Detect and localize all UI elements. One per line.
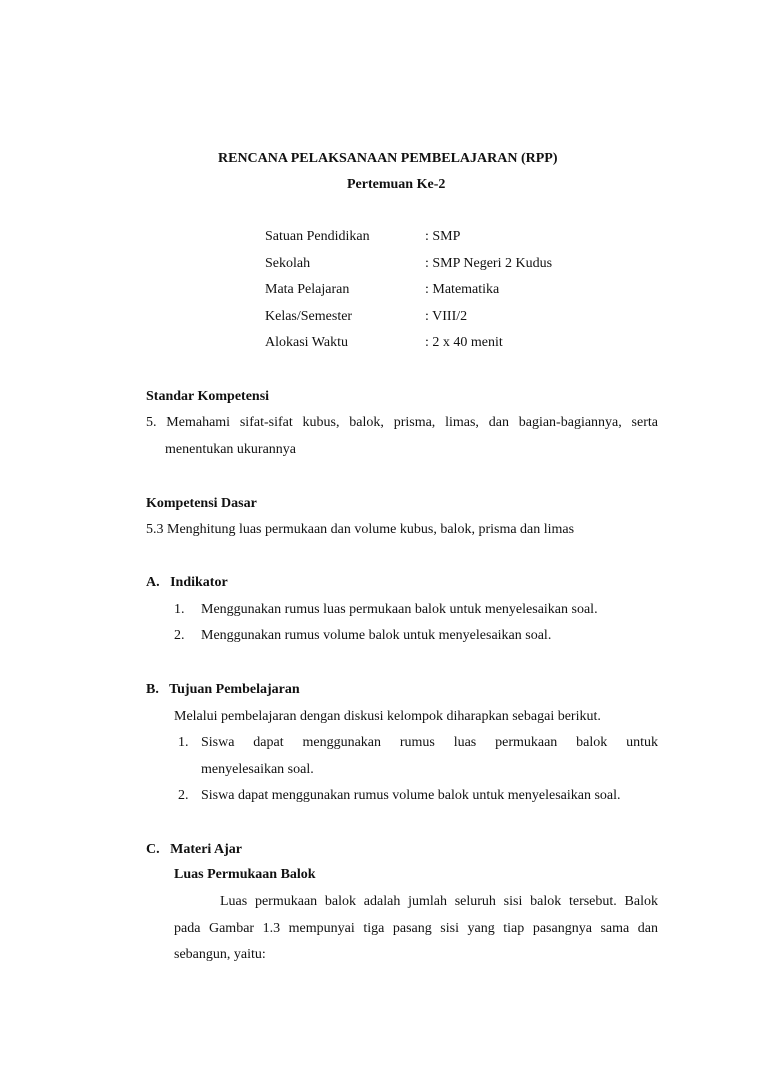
list-number: 2.	[178, 788, 189, 803]
list-item: Siswa dapat menggunakan rumus luas permukaan balok untuk	[201, 735, 658, 750]
section-heading-kompetensi-dasar: Kompetensi Dasar	[146, 496, 257, 511]
document-title: RENCANA PELAKSANAAN PEMBELAJARAN (RPP)	[218, 151, 558, 166]
materi-paragraph-line: Luas permukaan balok adalah jumlah seluruh sisi balok tersebut. Balok	[220, 894, 658, 909]
list-number: 1.	[174, 602, 185, 617]
materi-paragraph-line: sebangun, yaitu:	[174, 947, 266, 962]
section-heading-indikator: A. Indikator	[146, 575, 228, 590]
list-number: 2.	[174, 628, 185, 643]
section-heading-materi: C. Materi Ajar	[146, 842, 243, 857]
materi-subheading: Luas Permukaan Balok	[174, 867, 316, 882]
identity-label: Kelas/Semester	[265, 309, 353, 324]
identity-label: Satuan Pendidikan	[265, 229, 370, 244]
section-heading-standar-kompetensi: Standar Kompetensi	[146, 389, 270, 404]
identity-value: : VIII/2	[425, 309, 468, 324]
identity-value: : SMP	[425, 229, 461, 244]
section-heading-tujuan: B. Tujuan Pembelajaran	[146, 682, 300, 697]
tujuan-intro: Melalui pembelajaran dengan diskusi kelompok diharapkan sebagai berikut.	[174, 709, 601, 724]
standar-kompetensi-text: 5. Memahami sifat-sifat kubus, balok, prisma, limas, dan bagian-bagiannya, serta	[146, 415, 658, 430]
list-number: 1.	[178, 735, 189, 750]
document-subtitle: Pertemuan Ke-2	[347, 177, 446, 192]
standar-kompetensi-text: menentukan ukurannya	[165, 442, 297, 457]
list-item-continuation: menyelesaikan soal.	[201, 762, 314, 777]
materi-paragraph-line: pada Gambar 1.3 mempunyai tiga pasang sisi yang tiap pasangnya sama dan	[174, 921, 658, 936]
identity-value: : Matematika	[425, 282, 500, 297]
identity-label: Sekolah	[265, 256, 311, 271]
list-item: Menggunakan rumus luas permukaan balok untuk menyelesaikan soal.	[201, 602, 598, 617]
identity-label: Mata Pelajaran	[265, 282, 350, 297]
identity-label: Alokasi Waktu	[265, 335, 348, 350]
identity-value: : 2 x 40 menit	[425, 335, 503, 350]
identity-value: : SMP Negeri 2 Kudus	[425, 256, 553, 271]
list-item: Menggunakan rumus volume balok untuk menyelesaikan soal.	[201, 628, 552, 643]
list-item: Siswa dapat menggunakan rumus volume balok untuk menyelesaikan soal.	[201, 788, 621, 803]
kompetensi-dasar-text: 5.3 Menghitung luas permukaan dan volume kubus, balok, prisma dan limas	[146, 522, 575, 537]
